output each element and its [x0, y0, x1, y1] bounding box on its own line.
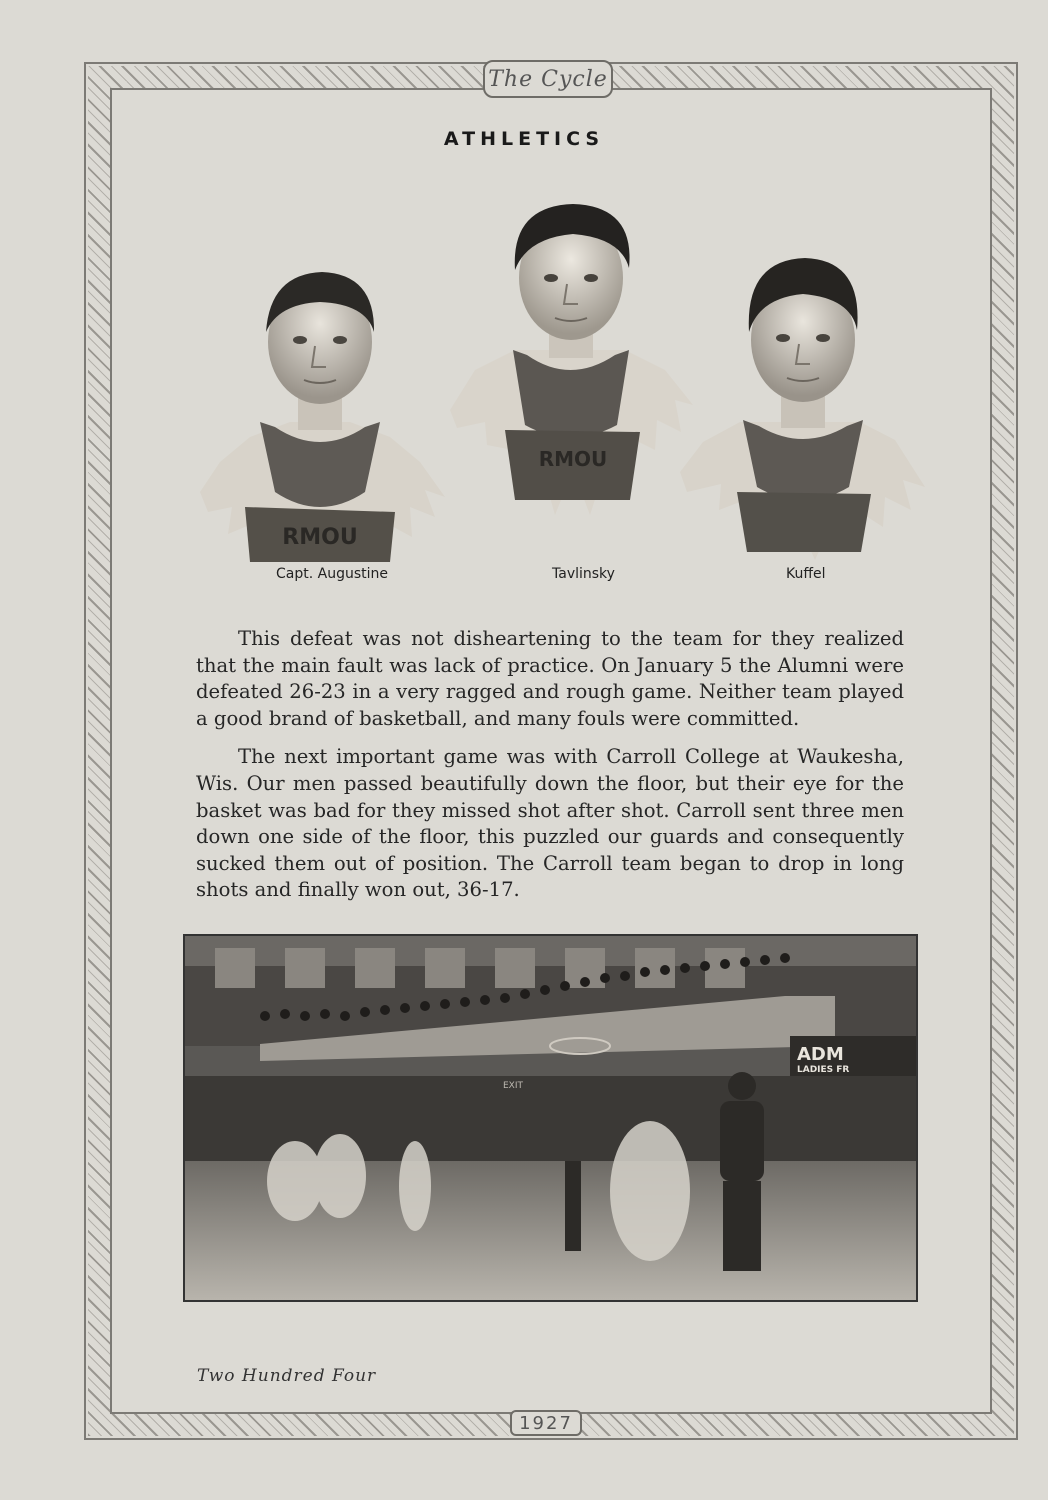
- svg-text:EXIT: EXIT: [503, 1081, 524, 1091]
- portrait-kuffel: [675, 252, 930, 562]
- player-photo: [190, 262, 450, 567]
- caption-augustine: Capt. Augustine: [276, 566, 388, 582]
- year-cartouche: 1927: [510, 1410, 582, 1436]
- svg-text:RMOU: RMOU: [538, 447, 608, 471]
- player-photo: [445, 200, 695, 520]
- svg-text:ADM: ADM: [797, 1044, 844, 1065]
- page-title: ATHLETICS: [443, 128, 605, 150]
- portrait-augustine: [190, 262, 450, 567]
- caption-tavlinsky: Tavlinsky: [552, 566, 615, 582]
- paragraph: This defeat was not disheartening to the team for they realized that the main fault was lack of practice. On January 5 the Alumni were defeated 26-23 in a very ragged and rough game. Neither team played a good brand of basketball, and many fouls were committed.: [196, 627, 904, 730]
- game-photo-image: [185, 936, 916, 1300]
- player-photo: [675, 252, 930, 562]
- paragraph: The next important game was with Carroll College at Waukesha, Wis. Our men passed beautifully down the floor, but their eye for the basket was bad for they missed shot after shot. Carroll sent three men down one side of the floor, this puzzled our guards and consequently sucked them out of position. The Carroll team began to drop in long shots and finally won out, 36-17.: [196, 745, 904, 902]
- basketball-game-photo: [183, 934, 918, 1302]
- caption-kuffel: Kuffel: [786, 566, 826, 582]
- header-cartouche: The Cycle: [483, 60, 613, 98]
- page-folio: Two Hundred Four: [197, 1366, 377, 1386]
- svg-text:RMOU: RMOU: [282, 525, 358, 550]
- svg-text:LADIES FR: LADIES FR: [797, 1065, 850, 1075]
- portrait-tavlinsky: [445, 200, 695, 520]
- article-body: [196, 626, 904, 916]
